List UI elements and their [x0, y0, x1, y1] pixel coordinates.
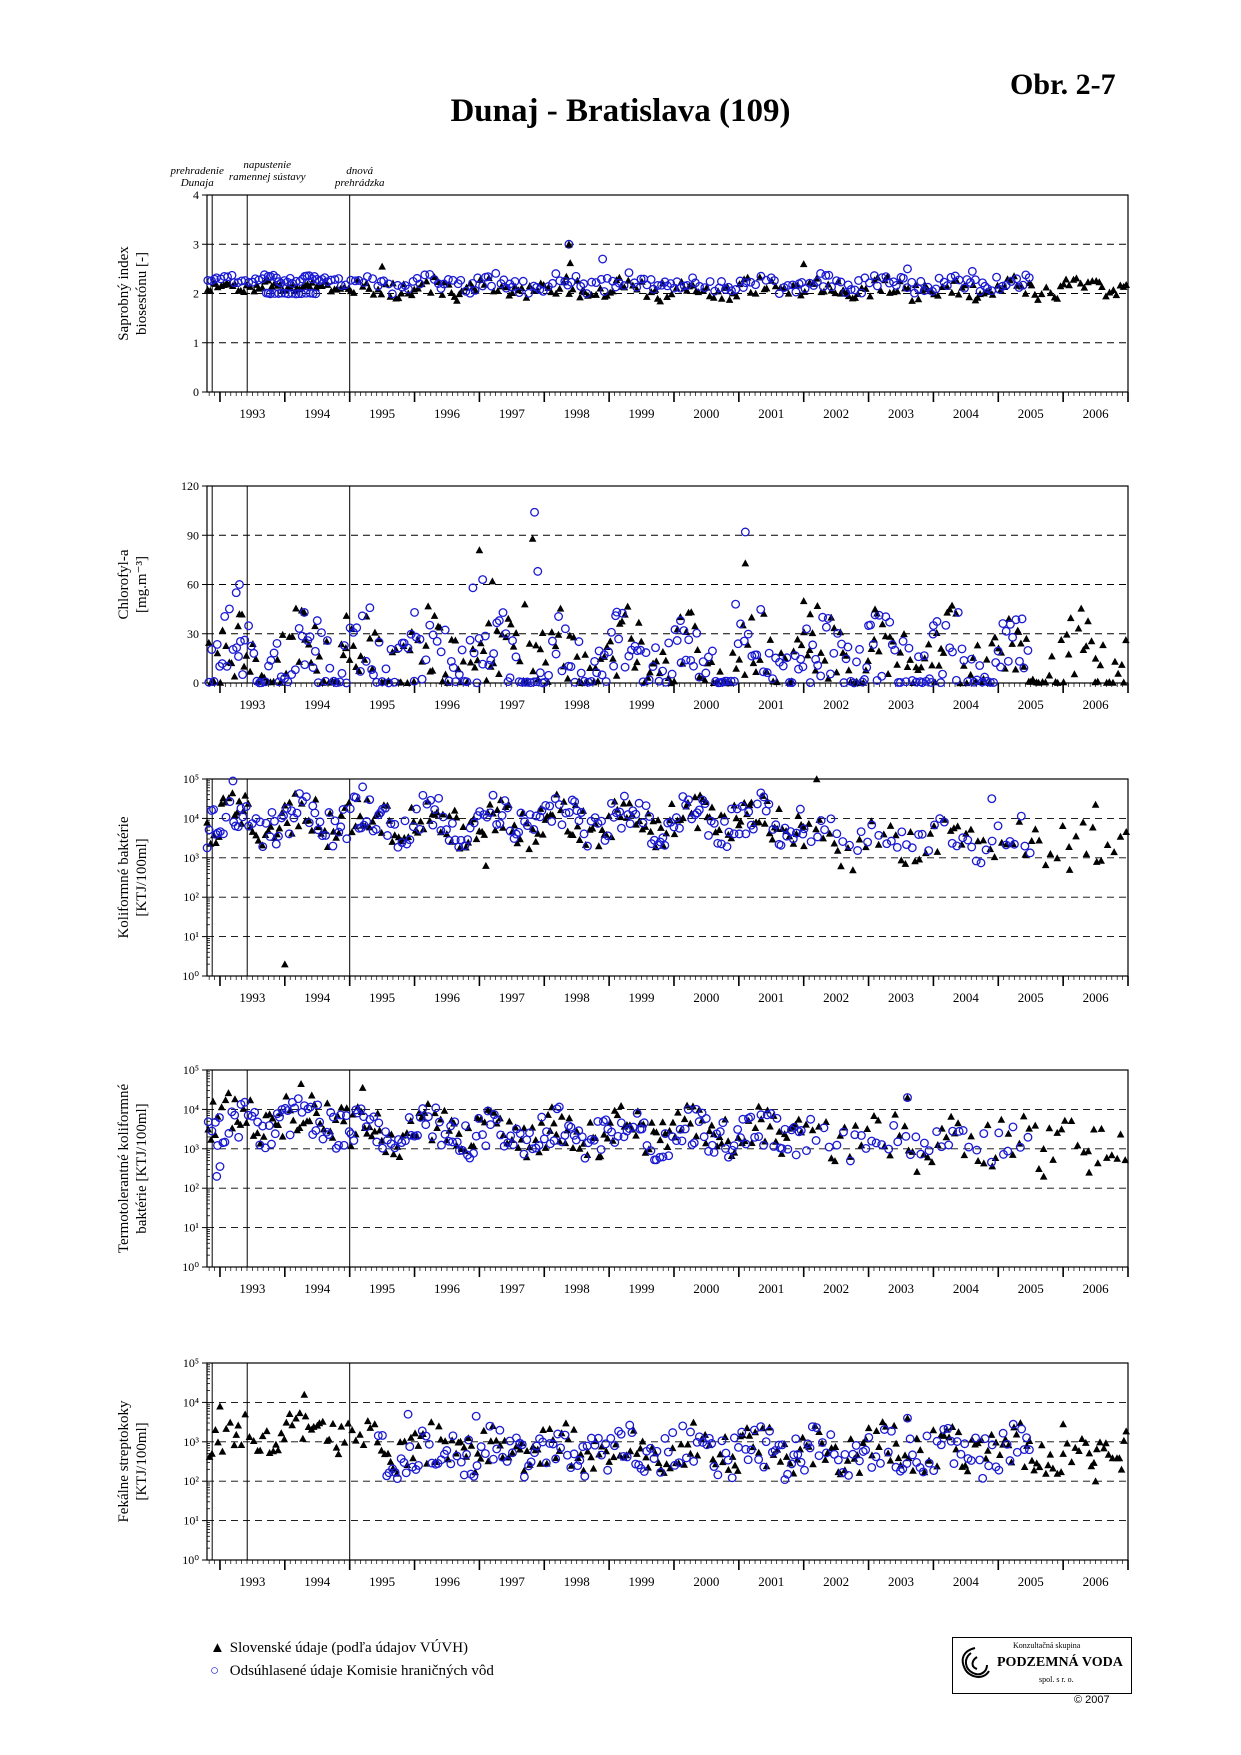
x-year-label: 1994 — [304, 697, 331, 712]
event-label: dnová — [346, 165, 374, 177]
figure-label: Obr. 2-7 — [1010, 68, 1116, 101]
logo-wave-icon — [957, 1645, 993, 1687]
x-year-label: 1999 — [628, 1574, 655, 1589]
y-tick-label: 10⁰ — [182, 1260, 199, 1274]
y-tick-label: 0 — [193, 385, 199, 399]
x-year-label: 2006 — [1082, 697, 1109, 712]
x-year-label: 2006 — [1082, 990, 1109, 1005]
y-tick-label: 10⁵ — [182, 772, 199, 786]
x-year-label: 2002 — [823, 406, 850, 421]
x-year-label: 2000 — [693, 1281, 720, 1296]
y-tick-label: 2 — [193, 286, 199, 301]
x-year-label: 1998 — [563, 1574, 590, 1589]
x-year-label: 1995 — [369, 406, 396, 421]
x-year-label: 1999 — [628, 1281, 655, 1296]
x-year-label: 1996 — [433, 1281, 460, 1296]
x-year-label: 1997 — [498, 1574, 525, 1589]
x-year-label: 2001 — [758, 1574, 785, 1589]
y-axis-label: Chlorofyl-a — [116, 549, 132, 620]
x-year-label: 1998 — [563, 1281, 590, 1296]
x-year-label: 1995 — [369, 1574, 396, 1589]
copyright: © 2007 — [1074, 1694, 1110, 1706]
y-tick-label: 10⁰ — [182, 969, 199, 983]
legend-slovak-text: Slovenské údaje (podľa údajov VÚVH) — [229, 1640, 469, 1656]
y-axis-label: [mg.m⁻³] — [134, 556, 150, 613]
x-year-label: 2002 — [823, 1574, 850, 1589]
x-year-label: 2003 — [887, 990, 914, 1005]
y-tick-label: 120 — [181, 479, 199, 493]
y-tick-label: 4 — [193, 188, 199, 202]
x-year-label: 2004 — [952, 406, 979, 421]
y-tick-label: 90 — [187, 528, 199, 543]
y-tick-label: 30 — [187, 626, 199, 641]
x-year-label: 1997 — [498, 990, 525, 1005]
y-tick-label: 10⁰ — [182, 1553, 199, 1567]
x-year-label: 2005 — [1017, 990, 1044, 1005]
chart-chlorophyll — [116, 479, 1130, 712]
y-axis-label: Saprobný index — [116, 246, 132, 341]
y-axis-label: Koliformné baktérie — [116, 816, 132, 939]
x-year-label: 2002 — [823, 1281, 850, 1296]
chart-thermo — [116, 1063, 1129, 1296]
event-label: prehradenie — [170, 165, 224, 177]
y-tick-label: 10³ — [183, 1141, 199, 1156]
x-year-label: 1993 — [239, 1574, 266, 1589]
triangle-marker-icon: ▲ — [210, 1640, 225, 1656]
x-year-label: 2000 — [693, 697, 720, 712]
x-year-label: 1999 — [628, 697, 655, 712]
x-year-label: 1993 — [239, 406, 266, 421]
y-tick-label: 3 — [193, 237, 199, 252]
event-label: prehrádzka — [334, 177, 385, 189]
y-tick-label: 10¹ — [183, 1220, 199, 1235]
x-year-label: 1996 — [433, 990, 460, 1005]
x-year-label: 1994 — [304, 1281, 331, 1296]
y-tick-label: 10⁴ — [182, 811, 199, 826]
y-axis-label: Fekálne streptokoky — [116, 1400, 132, 1523]
x-year-label: 2004 — [952, 1281, 979, 1296]
legend-commission-text: Odsúhlasené údaje Komisie hraničných vôd — [229, 1663, 494, 1679]
chart-saprobity — [116, 159, 1130, 421]
y-tick-label: 60 — [187, 577, 199, 592]
x-year-label: 1998 — [563, 406, 590, 421]
x-year-label: 1994 — [304, 990, 331, 1005]
x-year-label: 2003 — [887, 1281, 914, 1296]
x-year-label: 1999 — [628, 406, 655, 421]
x-year-label: 1994 — [304, 1574, 331, 1589]
y-tick-label: 10¹ — [183, 1513, 199, 1528]
page-title: Dunaj - Bratislava (109) — [450, 93, 791, 129]
event-label: napustenie — [243, 159, 292, 171]
event-label: Dunaja — [180, 177, 214, 189]
y-tick-label: 10² — [183, 1474, 199, 1489]
x-year-label: 2000 — [693, 990, 720, 1005]
x-year-label: 2001 — [758, 406, 785, 421]
y-axis-label: [KTJ/100ml] — [134, 838, 150, 917]
x-year-label: 2004 — [952, 1574, 979, 1589]
y-tick-label: 10⁴ — [182, 1395, 199, 1410]
y-tick-label: 0 — [193, 676, 199, 690]
y-tick-label: 10⁵ — [182, 1356, 199, 1370]
x-year-label: 2003 — [887, 697, 914, 712]
x-year-label: 2004 — [952, 697, 979, 712]
logo-name-text: PODZEMNÁ VODA — [997, 1655, 1123, 1670]
x-year-label: 1996 — [433, 1574, 460, 1589]
x-year-label: 1993 — [239, 990, 266, 1005]
x-year-label: 1995 — [369, 990, 396, 1005]
x-year-label: 2000 — [693, 406, 720, 421]
x-year-label: 2001 — [758, 697, 785, 712]
y-tick-label: 10³ — [183, 1434, 199, 1449]
x-year-label: 2006 — [1082, 1574, 1109, 1589]
chart-coliform — [116, 772, 1130, 1005]
x-year-label: 1999 — [628, 990, 655, 1005]
y-axis-label: [KTJ/100ml] — [134, 1422, 150, 1501]
chart-fecal — [116, 1356, 1130, 1589]
x-year-label: 2006 — [1082, 1281, 1109, 1296]
y-tick-label: 10² — [183, 890, 199, 905]
circle-marker-icon: ○ — [210, 1663, 220, 1679]
legend-slovak — [210, 1640, 468, 1657]
y-tick-label: 10⁴ — [182, 1102, 199, 1117]
x-year-label: 1995 — [369, 1281, 396, 1296]
y-axis-label: Termotolerantné koliformné — [116, 1083, 132, 1254]
logo-group-text: Konzultačná skupina — [1013, 1641, 1081, 1650]
x-year-label: 2005 — [1017, 1281, 1044, 1296]
y-tick-label: 1 — [193, 335, 199, 350]
x-year-label: 1997 — [498, 406, 525, 421]
x-year-label: 2005 — [1017, 697, 1044, 712]
y-tick-label: 10⁵ — [182, 1063, 199, 1077]
x-year-label: 1997 — [498, 697, 525, 712]
x-year-label: 1996 — [433, 697, 460, 712]
x-year-label: 1997 — [498, 1281, 525, 1296]
y-tick-label: 10² — [183, 1181, 199, 1196]
logo-suffix-text: spol. s r. o. — [1039, 1675, 1074, 1684]
event-label: ramennej sústavy — [228, 171, 306, 183]
company-logo — [952, 1637, 1132, 1694]
x-year-label: 1993 — [239, 1281, 266, 1296]
x-year-label: 2001 — [758, 1281, 785, 1296]
x-year-label: 2001 — [758, 990, 785, 1005]
y-axis-label: biosestónu [-] — [134, 252, 150, 335]
x-year-label: 2006 — [1082, 406, 1109, 421]
x-year-label: 1994 — [304, 406, 331, 421]
legend-commission — [210, 1663, 494, 1680]
x-year-label: 2005 — [1017, 1574, 1044, 1589]
x-year-label: 1993 — [239, 697, 266, 712]
x-year-label: 1995 — [369, 697, 396, 712]
x-year-label: 1998 — [563, 990, 590, 1005]
x-year-label: 1998 — [563, 697, 590, 712]
y-tick-label: 10³ — [183, 850, 199, 865]
x-year-label: 2002 — [823, 990, 850, 1005]
x-year-label: 1996 — [433, 406, 460, 421]
x-year-label: 2004 — [952, 990, 979, 1005]
x-year-label: 2003 — [887, 406, 914, 421]
x-year-label: 2000 — [693, 1574, 720, 1589]
y-tick-label: 10¹ — [183, 929, 199, 944]
x-year-label: 2002 — [823, 697, 850, 712]
x-year-label: 2003 — [887, 1574, 914, 1589]
x-year-label: 2005 — [1017, 406, 1044, 421]
y-axis-label: baktérie [KTJ/100ml] — [134, 1103, 150, 1234]
